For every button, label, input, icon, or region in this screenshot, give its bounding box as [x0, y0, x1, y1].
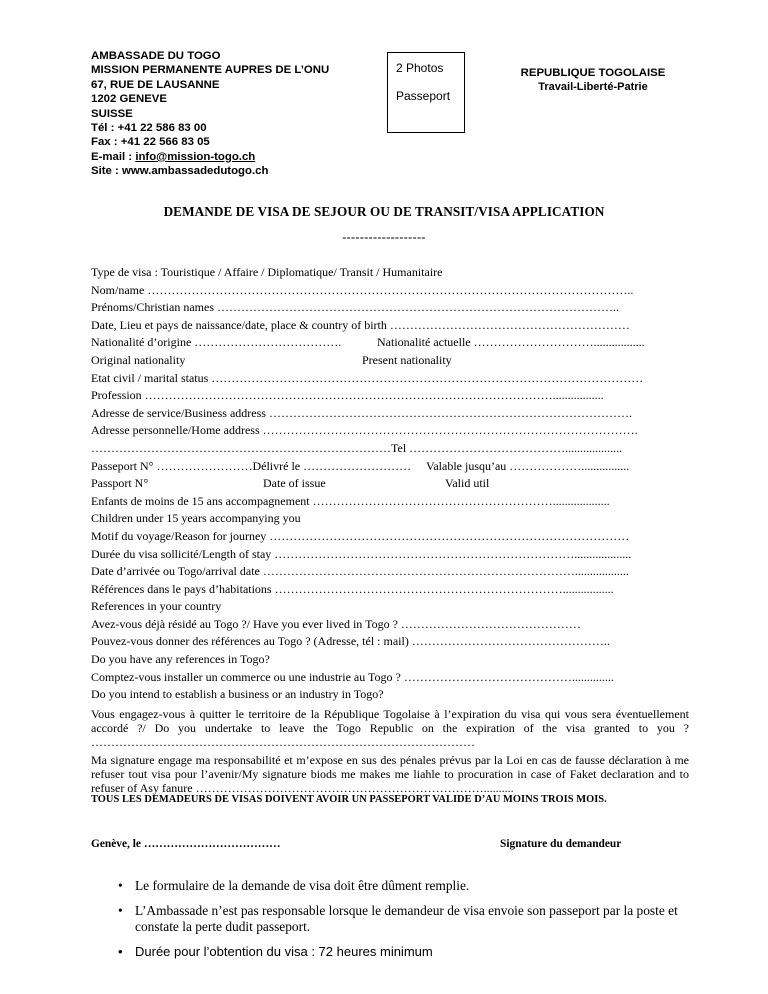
- signature-clause: Ma signature engage ma responsabilité et m’expose en sus des pénales prévus par la Loi en cas de fausse déclaration à me refuser tout visa pour l’avenir/My signature biods me makes me liahle to procuration in case of Faket declaration and to refuser of Asy fanure ………………………………………………………………..........: [91, 752, 689, 795]
- phone-line: Tél : +41 22 586 83 00: [91, 122, 207, 135]
- bullet-icon: •: [118, 878, 123, 893]
- form-field-nationality[interactable]: [91, 334, 689, 352]
- address-line: 67, RUE DE LAUSANNE: [91, 78, 220, 91]
- business-label: Comptez-vous installer un commerce ou une industrie au Togo ? ……………………………………..............: [91, 669, 614, 684]
- form-field-passport[interactable]: [91, 458, 689, 476]
- business-en-label: Do you intend to establish a business or an industry in Togo?: [91, 687, 384, 702]
- business-english-row: [91, 686, 689, 704]
- form-field-arrival[interactable]: [91, 563, 689, 581]
- civil-status-label: Etat civil / marital status ………………………………………………………………………………………………: [91, 370, 644, 385]
- work-address-label: Adresse de service/Business address ……………………………………………………………………………….: [91, 405, 632, 420]
- photo-box: [387, 52, 465, 133]
- resided-label: Avez-vous déjà résidé au Togo ?/ Have you ever lived in Togo ? ………………………………………: [91, 616, 581, 631]
- length-label: Durée du visa sollicité/Length of stay …………………………………………………………………...................: [91, 546, 632, 561]
- form-field-name[interactable]: [91, 282, 689, 300]
- arrival-label: Date d’arrivée ou Togo/arrival date ……………………………………………………………………..................: [91, 564, 629, 579]
- list-item: [118, 944, 678, 960]
- email-label: E-mail :: [91, 150, 136, 163]
- address-line: MISSION PERMANENTE AUPRES DE L’ONU: [91, 64, 330, 77]
- form-field-resided[interactable]: [91, 616, 689, 634]
- photo-label: 2 Photos: [396, 61, 444, 75]
- references-togo-label: Pouvez-vous donner des références au Togo ? (Adresse, tél : mail) …………………………………………..: [91, 634, 610, 649]
- valid-util-label: Valid util: [445, 476, 490, 491]
- references-en-label: References in your country: [91, 599, 222, 614]
- address-line: AMBASSADE DU TOGO: [91, 50, 221, 62]
- bullet-icon: •: [118, 944, 123, 959]
- passport-english-row: [91, 475, 689, 493]
- reason-label: Motif du voyage/Reason for journey ………………………………………………………………………………: [91, 528, 630, 543]
- passport-number-label: Passeport N° ……………………Délivré le ………………………: [91, 458, 412, 473]
- valid-until-label: Valable jusqu’au ………………................: [426, 458, 630, 473]
- country-block: [508, 66, 678, 94]
- references-togo-en-label: Do you have any references in Togo?: [91, 652, 270, 667]
- nationality-english-row: [91, 352, 689, 370]
- home-address-label: Adresse personnelle/Home address ………………………………………………………………………………….: [91, 423, 638, 438]
- form-field-home-address[interactable]: [91, 422, 689, 440]
- signature-place-date[interactable]: Genève, le ………………………………: [91, 838, 281, 850]
- country-name: REPUBLIQUE TOGOLAISE: [520, 67, 666, 79]
- form-title: DEMANDE DE VISA DE SEJOUR OU DE TRANSIT/VISA APPLICATION: [163, 204, 605, 219]
- date-issue-label: Date of issue: [263, 476, 326, 491]
- nationality-current-label: Nationalité actuelle ………………………….................: [377, 335, 645, 350]
- list-item: [118, 878, 678, 894]
- country-motto: Travail-Liberté-Patrie: [538, 81, 648, 93]
- address-line: 1202 GENEVE: [91, 93, 167, 106]
- photo-label-passport: Passeport: [396, 89, 451, 103]
- notes-list: [118, 878, 678, 969]
- form-field-leave-commitment[interactable]: Vous engagez-vous à quitter le territoire de la République Togolaise à l’expiration du visa qui vous sera éventuellement accordé ?/ Do you undertake to leave the Togo Republic on the expiration of the visa granted to you ? ……………………………………………………………………………………: [91, 706, 689, 749]
- children-english-row: [91, 510, 689, 528]
- form-field-birth[interactable]: [91, 317, 689, 335]
- passport-validity-warning: TOUS LES DEMADEURS DE VISAS DOIVENT AVOIR UN PASSEPORT VALIDE D’AU MOINS TROIS MOIS.: [91, 794, 607, 805]
- form-field-reason[interactable]: [91, 528, 689, 546]
- profession-label: Profession ………………………………………………………………………………………….................: [91, 388, 604, 403]
- birth-label: Date, Lieu et pays de naissance/date, place & country of birth ……………………………………………………: [91, 317, 630, 332]
- fax-line: Fax : +41 22 566 83 05: [91, 136, 210, 149]
- email-line: [91, 150, 329, 164]
- list-item: [118, 903, 678, 935]
- note-text: L’Ambassade n’est pas responsable lorsque le demandeur de visa envoie son passeport par la poste et constate la perte dudit passeport.: [135, 903, 678, 934]
- name-label: Nom/name …………………………………………………………………………………………………………..: [91, 282, 634, 297]
- note-text: Le formulaire de la demande de visa doit être dûment remplie.: [135, 878, 470, 893]
- form-field-profession[interactable]: [91, 387, 689, 405]
- bullet-icon: •: [118, 903, 123, 918]
- present-nationality-label: Present nationality: [362, 352, 452, 367]
- applicant-signature-label: Signature du demandeur: [500, 838, 622, 850]
- references-label: Références dans le pays d’habitations ……………………………………………………………….................: [91, 581, 614, 596]
- note-text: Durée pour l’obtention du visa : 72 heures minimum: [135, 944, 433, 959]
- references-english-row: [91, 598, 689, 616]
- title-separator: -------------------: [342, 230, 426, 244]
- original-nationality-label: Original nationality: [91, 352, 186, 367]
- form-field-length[interactable]: [91, 546, 689, 564]
- form-field-references-togo[interactable]: [91, 633, 689, 651]
- nationality-origin-label: Nationalité d’origine ……………………………….: [91, 335, 342, 350]
- form-field-first-names[interactable]: [91, 299, 689, 317]
- form-field-address-tel[interactable]: [91, 440, 689, 458]
- children-en-label: Children under 15 years accompanying you: [91, 511, 301, 526]
- form-field-work-address[interactable]: [91, 405, 689, 423]
- references-togo-english-row: [91, 651, 689, 669]
- email-link[interactable]: info@mission-togo.ch: [135, 150, 256, 163]
- first-names-label: Prénoms/Christian names ………………………………………………………………………………………..: [91, 300, 619, 315]
- form-field-references[interactable]: [91, 581, 689, 599]
- form-field-business[interactable]: [91, 669, 689, 687]
- form-field-visa-type[interactable]: [91, 264, 689, 282]
- visa-form: [91, 264, 689, 795]
- visa-type-label: Type de visa : Touristique / Affaire / Diplomatique/ Transit / Humanitaire: [91, 265, 443, 279]
- address-tel-label: …………………………………………………………………Tel …………………………………...................: [91, 440, 623, 455]
- site-line: Site : www.ambassadedutogo.ch: [91, 165, 269, 178]
- address-line: SUISSE: [91, 107, 133, 120]
- passport-en-label: Passport N°: [91, 476, 149, 491]
- children-label: Enfants de moins de 15 ans accompagnement ……………………………………………………...................: [91, 493, 610, 508]
- form-field-civil-status[interactable]: [91, 370, 689, 388]
- embassy-address-block: [91, 49, 329, 179]
- form-field-children[interactable]: [91, 493, 689, 511]
